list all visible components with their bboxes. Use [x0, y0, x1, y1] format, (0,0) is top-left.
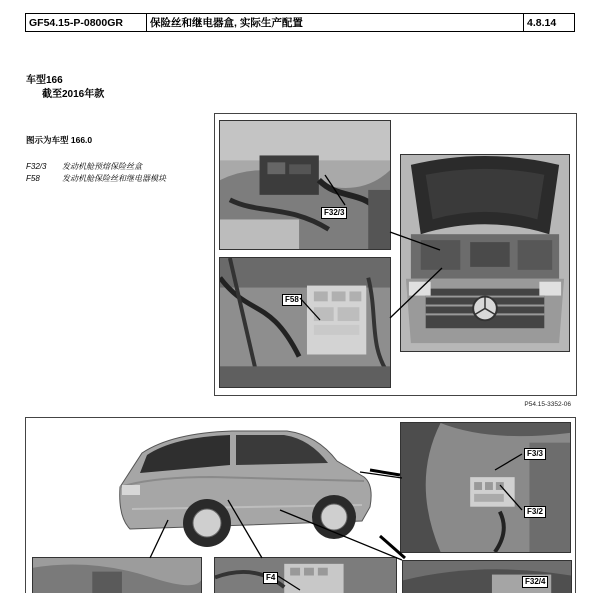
label-f4: F4 — [263, 572, 278, 584]
figure-title: 图示为车型 166.0 — [26, 135, 93, 145]
prefuse-box-photo — [219, 120, 391, 250]
label-f32-3: F32/3 — [321, 207, 347, 219]
vehicle-illustration — [112, 425, 374, 551]
model-line: 车型166 — [26, 75, 63, 86]
bottom-left-photo — [32, 557, 202, 593]
engine-compartment-photo — [400, 154, 570, 352]
rear-fuse-box-photo — [400, 422, 571, 553]
legend-code: F58 — [26, 173, 40, 183]
label-f32-4: F32/4 — [522, 576, 548, 588]
fuse-relay-module-photo — [219, 257, 391, 388]
label-f3-3: F3/3 — [524, 448, 546, 460]
bottom-middle-photo — [214, 557, 397, 593]
document-title: 保险丝和继电器盒, 实际生产配置 — [147, 14, 524, 31]
model-year-line: 截至2016年款 — [42, 89, 105, 100]
label-f3-2: F3/2 — [524, 506, 546, 518]
legend-item — [26, 160, 166, 172]
figure-reference: P54.15-3352-06 — [524, 401, 571, 408]
label-f58: F58 — [282, 294, 302, 306]
legend-item — [26, 172, 166, 184]
legend-text: 发动机舱预熔保险丝盒 — [62, 161, 142, 171]
legend — [26, 160, 166, 184]
legend-code: F32/3 — [26, 161, 47, 171]
legend-text: 发动机舱保险丝和继电器模块 — [62, 173, 166, 183]
document-header — [25, 13, 575, 32]
document-version: 4.8.14 — [527, 16, 557, 29]
document-id: GF54.15-P-0800GR — [26, 14, 147, 31]
